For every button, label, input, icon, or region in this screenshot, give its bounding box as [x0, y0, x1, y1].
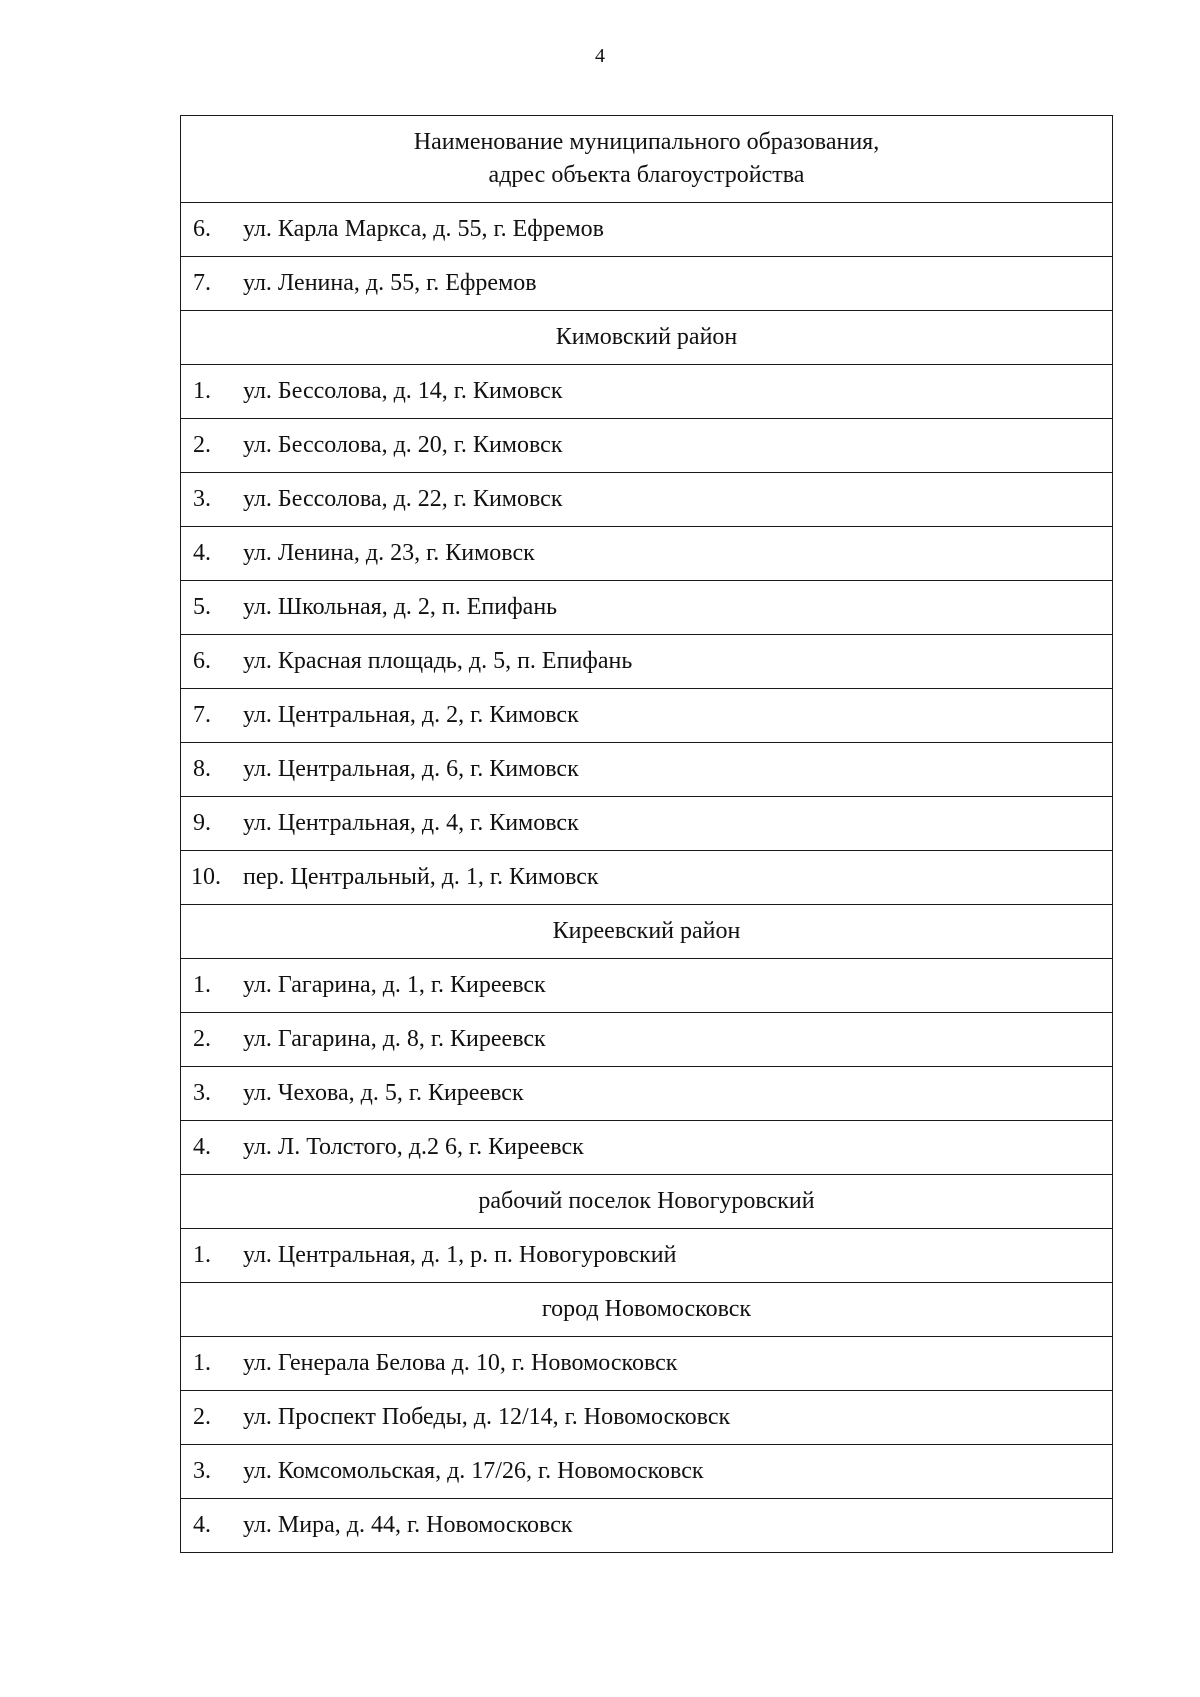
address-text: пер. Центральный, д. 1, г. Кимовск [243, 864, 599, 890]
section-header: Киреевский район [181, 905, 1113, 959]
address-entry [181, 702, 1112, 729]
row-number: 2. [193, 1404, 211, 1430]
row-number: 3. [193, 486, 211, 512]
table-row [181, 1391, 1113, 1445]
address-text: ул. Проспект Победы, д. 12/14, г. Новомосковск [243, 1404, 731, 1430]
row-number: 3. [193, 1458, 211, 1484]
table-row [181, 1067, 1113, 1121]
address-cell [181, 257, 1113, 311]
address-text: ул. Центральная, д. 4, г. Кимовск [243, 810, 579, 836]
table-row [181, 473, 1113, 527]
address-entry [181, 594, 1112, 621]
table-header-line-2: адрес объекта благоустройства [488, 162, 805, 188]
address-cell [181, 689, 1113, 743]
address-entry [181, 216, 1112, 243]
table-row [181, 959, 1113, 1013]
address-cell [181, 635, 1113, 689]
row-number: 4. [193, 1134, 211, 1160]
address-text: ул. Бессолова, д. 20, г. Кимовск [243, 432, 563, 458]
row-number: 1. [193, 972, 211, 998]
address-cell [181, 203, 1113, 257]
address-cell [181, 1391, 1113, 1445]
address-text: ул. Школьная, д. 2, п. Епифань [243, 594, 558, 620]
address-cell [181, 743, 1113, 797]
address-text: ул. Л. Толстого, д.2 6, г. Киреевск [243, 1134, 584, 1160]
address-text: ул. Карла Маркса, д. 55, г. Ефремов [243, 216, 604, 242]
table-row [181, 851, 1113, 905]
table-row [181, 1229, 1113, 1283]
table-header-row [181, 116, 1113, 203]
address-cell [181, 1499, 1113, 1553]
address-text: ул. Мира, д. 44, г. Новомосковск [243, 1512, 573, 1538]
section-header: Кимовский район [181, 311, 1113, 365]
address-table [180, 115, 1113, 1553]
table-row [181, 743, 1113, 797]
section-header-row [181, 905, 1113, 959]
address-entry [181, 1512, 1112, 1539]
table-row [181, 1121, 1113, 1175]
address-entry [181, 1458, 1112, 1485]
row-number: 1. [193, 1242, 211, 1268]
section-header: рабочий поселок Новогуровский [181, 1175, 1113, 1229]
address-text: ул. Бессолова, д. 22, г. Кимовск [243, 486, 563, 512]
address-text: ул. Генерала Белова д. 10, г. Новомосковск [243, 1350, 678, 1376]
address-cell [181, 959, 1113, 1013]
table-row [181, 1013, 1113, 1067]
address-cell [181, 1067, 1113, 1121]
address-cell [181, 473, 1113, 527]
table-header-line-1: Наименование муниципального образования, [413, 129, 880, 155]
address-text: ул. Красная площадь, д. 5, п. Епифань [243, 648, 633, 674]
address-entry [181, 810, 1112, 837]
row-number: 8. [193, 756, 211, 782]
table-row [181, 419, 1113, 473]
section-header-row [181, 1175, 1113, 1229]
address-text: ул. Ленина, д. 55, г. Ефремов [243, 270, 537, 296]
table-row [181, 203, 1113, 257]
address-entry [181, 378, 1112, 405]
address-entry [181, 1026, 1112, 1053]
address-text: ул. Гагарина, д. 8, г. Киреевск [243, 1026, 546, 1052]
row-number: 6. [193, 216, 211, 242]
row-number: 6. [193, 648, 211, 674]
row-number: 7. [193, 702, 211, 728]
address-entry [181, 486, 1112, 513]
table-row [181, 635, 1113, 689]
row-number: 7. [193, 270, 211, 296]
address-cell [181, 1013, 1113, 1067]
address-text: ул. Ленина, д. 23, г. Кимовск [243, 540, 535, 566]
table-row [181, 527, 1113, 581]
address-cell [181, 1229, 1113, 1283]
table-row [181, 689, 1113, 743]
address-entry [181, 270, 1112, 297]
row-number: 3. [193, 1080, 211, 1106]
row-number: 5. [193, 594, 211, 620]
row-number: 4. [193, 1512, 211, 1538]
row-number: 1. [193, 378, 211, 404]
address-text: ул. Бессолова, д. 14, г. Кимовск [243, 378, 563, 404]
section-header: город Новомосковск [181, 1283, 1113, 1337]
row-number: 1. [193, 1350, 211, 1376]
address-cell [181, 527, 1113, 581]
address-cell [181, 1445, 1113, 1499]
row-number: 2. [193, 432, 211, 458]
address-entry [181, 1080, 1112, 1107]
address-entry [181, 972, 1112, 999]
address-cell [181, 797, 1113, 851]
table-row [181, 1337, 1113, 1391]
address-text: ул. Центральная, д. 1, р. п. Новогуровский [243, 1242, 677, 1268]
address-text: ул. Комсомольская, д. 17/26, г. Новомосковск [243, 1458, 704, 1484]
address-text: ул. Чехова, д. 5, г. Киреевск [243, 1080, 524, 1106]
address-entry [181, 432, 1112, 459]
row-number: 10. [191, 864, 221, 890]
address-cell [181, 419, 1113, 473]
row-number: 2. [193, 1026, 211, 1052]
address-text: ул. Центральная, д. 6, г. Кимовск [243, 756, 579, 782]
section-header-row [181, 1283, 1113, 1337]
address-entry [181, 1404, 1112, 1431]
address-table-body [181, 116, 1113, 1553]
address-entry [181, 756, 1112, 783]
table-row [181, 581, 1113, 635]
address-cell [181, 1121, 1113, 1175]
table-row [181, 797, 1113, 851]
address-cell [181, 581, 1113, 635]
row-number: 4. [193, 540, 211, 566]
address-entry [181, 864, 1112, 891]
address-entry [181, 1242, 1112, 1269]
table-row [181, 257, 1113, 311]
address-text: ул. Гагарина, д. 1, г. Киреевск [243, 972, 546, 998]
address-cell [181, 851, 1113, 905]
row-number: 9. [193, 810, 211, 836]
address-cell [181, 1337, 1113, 1391]
page-number: 4 [595, 45, 605, 67]
address-entry [181, 540, 1112, 567]
table-header-cell [181, 116, 1113, 203]
table-row [181, 365, 1113, 419]
address-entry [181, 1350, 1112, 1377]
address-entry [181, 1134, 1112, 1161]
address-text: ул. Центральная, д. 2, г. Кимовск [243, 702, 579, 728]
table-row [181, 1445, 1113, 1499]
address-cell [181, 365, 1113, 419]
address-entry [181, 648, 1112, 675]
table-row [181, 1499, 1113, 1553]
section-header-row [181, 311, 1113, 365]
